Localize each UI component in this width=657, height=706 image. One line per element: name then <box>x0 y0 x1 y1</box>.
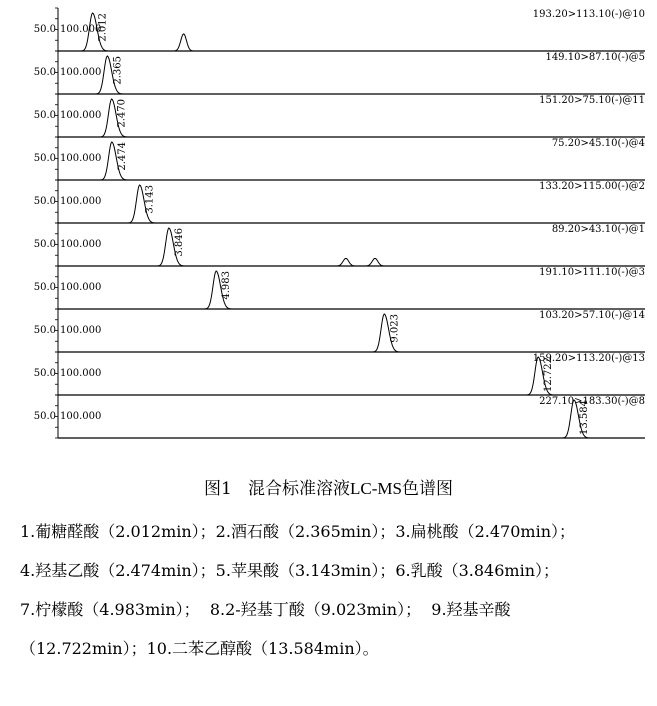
transition-label: 227.10>183.30(-)@8 <box>539 396 645 407</box>
transition-label: 133.20>115.00(-)@2 <box>539 181 645 192</box>
retention-time-label: 9.023 <box>389 314 401 343</box>
y-axis-right-label: 100.000 <box>60 110 102 121</box>
y-axis-right-label: 100.000 <box>60 153 102 164</box>
trace-panel <box>34 180 645 223</box>
caption-text-pre: 混合标准溶液 <box>248 479 351 499</box>
y-axis-left-label: 50.0 <box>33 368 56 379</box>
y-axis-right-label: 100.000 <box>60 239 102 250</box>
trace-panel <box>34 51 645 94</box>
y-axis-right-label: 100.000 <box>60 325 102 336</box>
trace-panel <box>34 94 645 137</box>
trace-panel <box>34 223 645 266</box>
legend-item-1: 1.葡糖醛酸（2.012min）； <box>20 522 216 541</box>
figure-caption <box>0 474 657 499</box>
caption-text-em: LC-MS <box>350 479 402 498</box>
y-axis-left-label: 50.0 <box>33 239 56 250</box>
retention-time-label: 4.983 <box>221 271 233 300</box>
legend-item-4: 4.羟基乙酸（2.474min）； <box>20 561 216 580</box>
y-axis-left-label: 50.0 <box>33 24 56 35</box>
trace-panel <box>34 137 645 180</box>
legend-item-7: 7.柠檬酸（4.983min）； <box>20 600 200 619</box>
y-axis-left-label: 50.0 <box>33 153 56 164</box>
y-axis-right-label: 100.000 <box>60 282 102 293</box>
legend-item-2: 2.酒石酸（2.365min）； <box>215 522 396 541</box>
retention-time-label: 2.474 <box>116 142 128 171</box>
compound-legend <box>20 512 645 668</box>
transition-label: 149.10>87.10(-)@5 <box>545 52 645 63</box>
transition-label: 193.20>113.10(-)@10 <box>532 9 645 20</box>
legend-item-5: 5.苹果酸（3.143min）； <box>215 561 396 580</box>
y-axis-right-label: 100.000 <box>60 24 102 35</box>
retention-time-label: 2.365 <box>112 55 124 85</box>
y-axis-left-label: 50.0 <box>33 282 56 293</box>
minor-peak <box>363 258 388 266</box>
retention-time-label: 12.722 <box>543 357 555 392</box>
retention-time-label: 13.584 <box>579 400 591 435</box>
legend-item-6: 6.乳酸（3.846min）； <box>395 561 560 580</box>
figure-number: 图1 <box>203 479 232 499</box>
transition-label: 75.20>45.10(-)@4 <box>551 138 645 149</box>
y-axis-right-label: 100.000 <box>60 368 102 379</box>
minor-peak <box>172 34 197 51</box>
y-axis-right-label: 100.000 <box>60 196 102 207</box>
y-axis-left-label: 50.0 <box>33 110 56 121</box>
trace-panel <box>34 266 645 309</box>
transition-label: 191.10>111.10(-)@3 <box>539 267 645 278</box>
retention-time-label: 3.846 <box>173 228 185 257</box>
transition-label: 159.20>113.20(-)@13 <box>532 353 645 364</box>
y-axis-right-label: 100.000 <box>60 411 102 422</box>
y-axis-right-label: 100.000 <box>60 67 102 78</box>
trace-panel <box>34 8 645 51</box>
legend-item-9: 9.羟基辛酸 <box>431 600 511 619</box>
retention-time-label: 2.012 <box>97 13 109 42</box>
legend-item-8: 8.2-羟基丁酸（9.023min）； <box>209 600 422 619</box>
legend-item-3: 3.扁桃酸（2.470min）； <box>395 522 576 541</box>
retention-time-label: 3.143 <box>144 185 156 214</box>
y-axis-left-label: 50.0 <box>33 196 56 207</box>
trace-panel <box>34 352 645 395</box>
caption-text-post: 色谱图 <box>402 479 453 499</box>
trace-panel <box>34 309 645 352</box>
legend-item-9-cont: （12.722min）； <box>20 639 147 658</box>
minor-peak <box>334 258 359 266</box>
retention-time-label: 2.470 <box>116 99 128 128</box>
transition-label: 103.20>57.10(-)@14 <box>539 310 645 321</box>
legend-item-10: 10.二苯乙醇酸（13.584min）。 <box>146 639 379 658</box>
transition-label: 89.20>43.10(-)@1 <box>551 224 645 235</box>
y-axis-left-label: 50.0 <box>33 67 56 78</box>
y-axis-left-label: 50.0 <box>33 411 56 422</box>
transition-label: 151.20>75.10(-)@11 <box>539 95 645 106</box>
trace-panel <box>34 395 645 438</box>
y-axis-left-label: 50.0 <box>33 325 56 336</box>
